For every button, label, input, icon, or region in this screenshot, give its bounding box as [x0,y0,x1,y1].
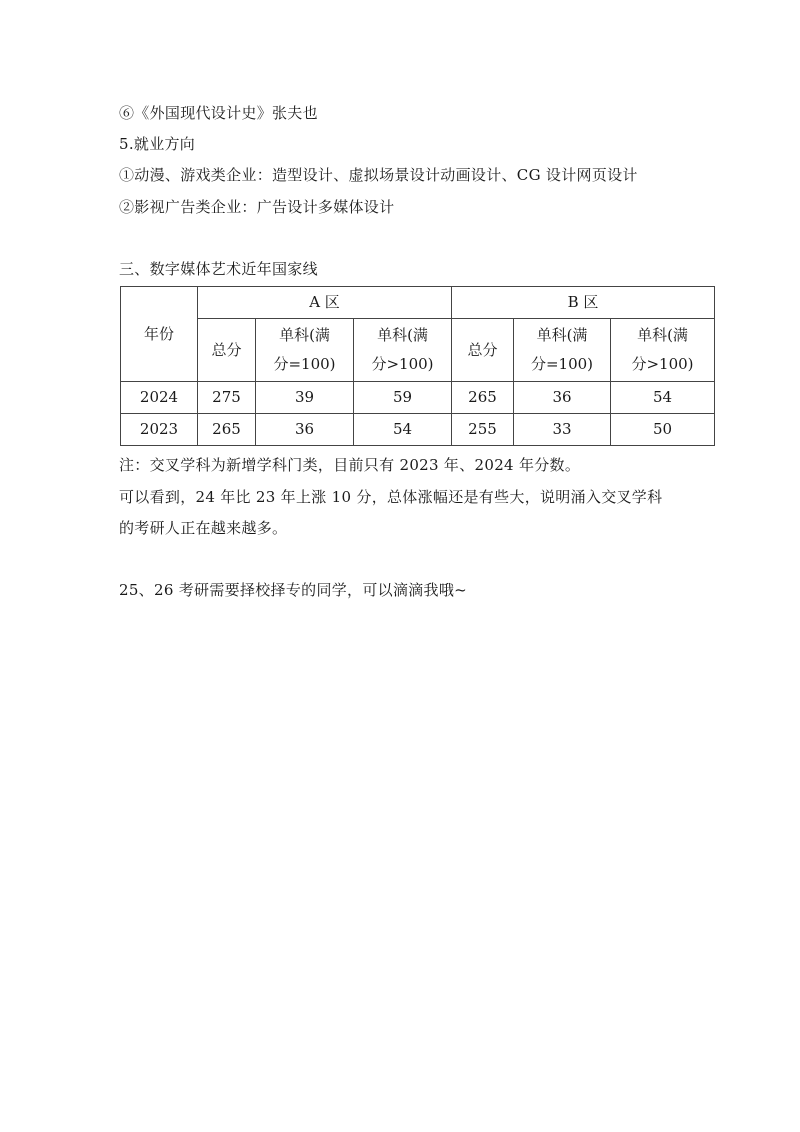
header-a-single-100: 单科(满 分=100) [256,319,354,382]
header-zone-a: A 区 [198,287,452,319]
table-header-row [121,287,715,319]
header-b-total: 总分 [452,319,514,382]
cell-a-single-gt100: 59 [354,382,452,414]
section-heading-career: 5.就业方向 [119,135,196,153]
book-list-item-6: ⑥《外国现代设计史》张夫也 [119,104,318,122]
table-subheader-row [121,319,715,382]
header-zone-b: B 区 [452,287,715,319]
header-b-single-100: 单科(满 分=100) [514,319,611,382]
career-item-1: ①动漫、游戏类企业：造型设计、虚拟场景设计动画设计、CG 设计网页设计 [119,166,638,184]
table-row [121,382,715,414]
table-row [121,414,715,446]
cell-b-single-100: 33 [514,414,611,446]
cell-a-total: 275 [198,382,256,414]
analysis-line-1: 可以看到，24 年比 23 年上涨 10 分，总体涨幅还是有些大，说明涌入交叉学科 [119,488,663,506]
closing-message: 25、26 考研需要择校择专的同学，可以滴滴我哦~ [119,581,468,599]
cell-year: 2023 [121,414,198,446]
cell-b-single-gt100: 50 [611,414,715,446]
cell-a-single-100: 39 [256,382,354,414]
header-a-total: 总分 [198,319,256,382]
header-year: 年份 [121,287,198,382]
table-note: 注：交叉学科为新增学科门类，目前只有 2023 年、2024 年分数。 [119,456,581,474]
cell-b-single-gt100: 54 [611,382,715,414]
cell-year: 2024 [121,382,198,414]
section-heading-national-line: 三、数字媒体艺术近年国家线 [119,260,318,278]
header-a-single-gt100: 单科(满 分>100) [354,319,452,382]
cell-b-single-100: 36 [514,382,611,414]
career-item-2: ②影视广告类企业：广告设计多媒体设计 [119,198,395,216]
analysis-line-2: 的考研人正在越来越多。 [119,519,288,537]
cell-a-total: 265 [198,414,256,446]
cell-a-single-gt100: 54 [354,414,452,446]
header-b-single-gt100: 单科(满 分>100) [611,319,715,382]
national-line-table [120,286,715,446]
cell-b-total: 265 [452,382,514,414]
cell-a-single-100: 36 [256,414,354,446]
cell-b-total: 255 [452,414,514,446]
